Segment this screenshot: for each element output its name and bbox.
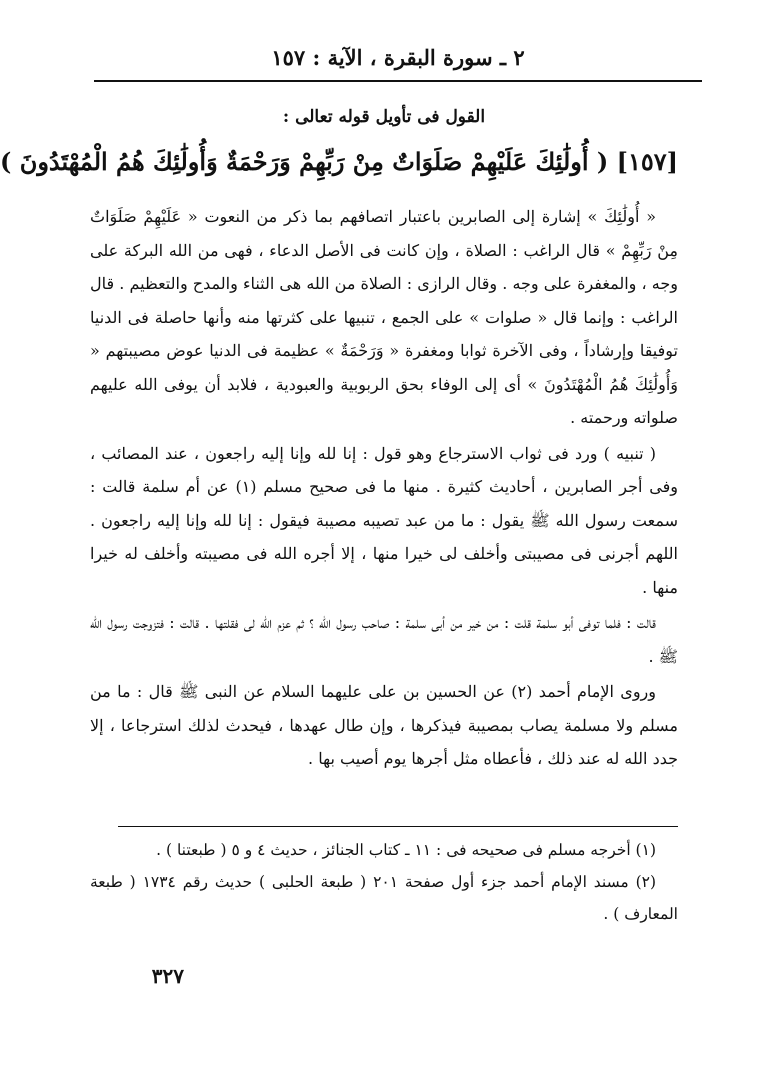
running-head: ٢ ـ سورة البقرة ، الآية : ١٥٧: [271, 45, 525, 70]
footnote-rule: [118, 826, 678, 827]
section-heading: القول فى تأويل قوله تعالى :: [282, 107, 486, 127]
commentary-paragraph: قالت : فلما توفى أبو سلمة قلت : من خير من أبى سلمة : صاحب رسول الله ؟ ثم عزم الله لى فقلتها . قالت : فتزوجت رسول الله ﷺ .: [90, 613, 678, 666]
footnotes: [90, 834, 678, 930]
footnote-1: (١) أخرجه مسلم فى صحيحه فى : ١١ ـ كتاب الجنائز ، حديث ٤ و ٥ ( طبعتنا ) .: [156, 841, 656, 859]
commentary-paragraph: « أُولَٰئِكَ » إشارة إلى الصابرين باعتبار اتصافهم بما ذكر من النعوت « عَلَيْهِمْ صَلَوَاتٌ مِنْ رَبِّهِمْ » قال الراغب : الصلاة ، وإن كانت فى الأصل الدعاء ، فهى من الله البركة على وجه ، والمغفرة على وجه . وقال الرازى : الصلاة من الله هى الثناء والمدح والتعظيم . قال الراغب : وإنما قال « صلوات » على الجمع ، تنبيها على كثرتها منه وأنها حاصلة فى الدنيا توفيقا وإرشاداً ، وفى الآخرة ثوابا ومغفرة « وَرَحْمَةٌ » عظيمة فى الدنيا عوض مصيبتهم « وَأُولَٰئِكَ هُمُ الْمُهْتَدُونَ » أى إلى الوفاء بحق الربوبية والعبودية ، فلابد أن يوفى الله عليهم صلواته ورحمته .: [90, 207, 678, 427]
quran-verse: [١٥٧] ( أُولَٰئِكَ عَلَيْهِمْ صَلَوَاتٌ مِنْ رَبِّهِمْ وَرَحْمَةٌ وَأُولَٰئِكَ هُمُ الْمُهْتَدُونَ ): [0, 147, 678, 176]
footnote-2: (٢) مسند الإمام أحمد جزء أول صفحة ٢٠١ ( طبعة الحلبى ) حديث رقم ١٧٣٤ ( طبعة المعارف ) .: [90, 873, 678, 923]
commentary-paragraph: ( تنبيه ) ورد فى ثواب الاسترجاع وهو قول : إنا لله وإنا إليه راجعون ، عند المصائب ، وفى أجر الصابرين ، أحاديث كثيرة . منها ما فى صحيح مسلم (١) عن أم سلمة قالت : سمعت رسول الله ﷺ يقول : ما من عبد تصيبه مصيبة فيقول : إنا لله وإنا إليه راجعون . اللهم أجرنى فى مصيبتى وأخلف لى خيرا منها ، إلا أجره الله فى مصيبته وأخلف له خيرا منها .: [90, 443, 678, 597]
header-rule: [94, 80, 702, 82]
commentary-paragraph: وروى الإمام أحمد (٢) عن الحسين بن على عليهما السلام عن النبى ﷺ قال : ما من مسلم ولا مسلمة يصاب بمصيبة فيذكرها ، وإن طال عهدها ، فيحدث لذلك استرجاعا ، إلا جدد الله له عند ذلك ، فأعطاه مثل أجرها يوم أصيب بها .: [90, 682, 678, 768]
page-number: ٣٢٧: [151, 964, 184, 988]
commentary-body: [90, 200, 678, 776]
